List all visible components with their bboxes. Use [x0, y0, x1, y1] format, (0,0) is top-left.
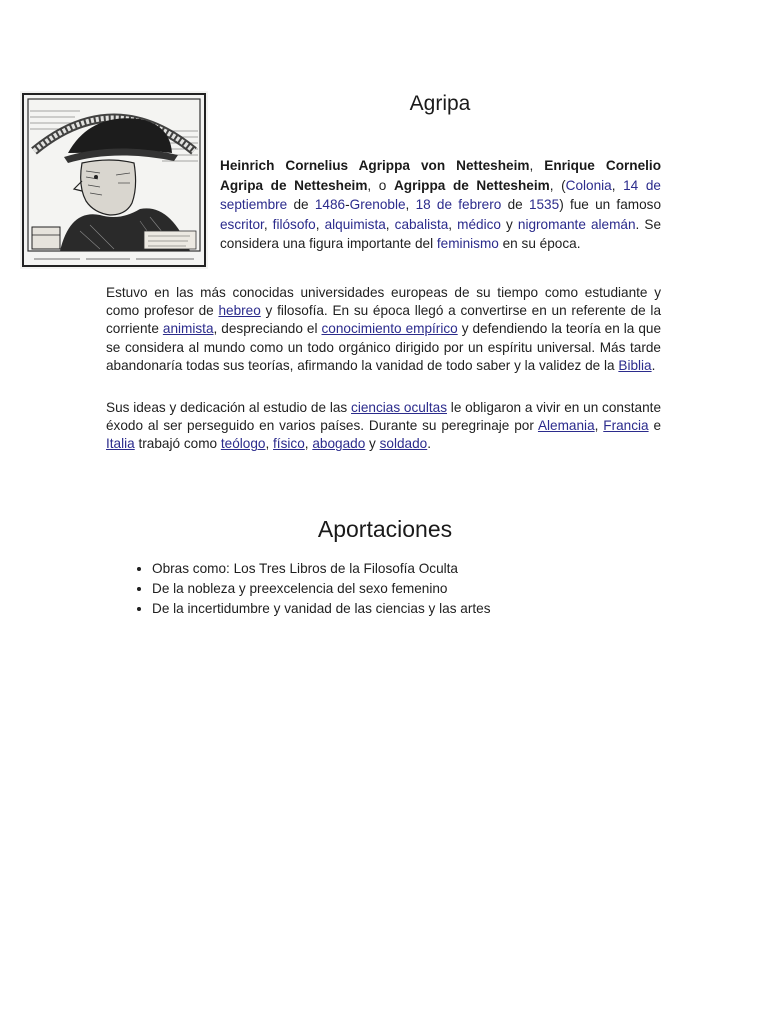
link-escritor[interactable]: escritor [220, 216, 264, 232]
text-sep: de [501, 197, 529, 212]
link-medico[interactable]: médico [457, 216, 501, 232]
link-biblia[interactable]: Biblia [618, 357, 652, 373]
name-bold-3: Agrippa de Nettesheim [393, 177, 550, 193]
text-sep: , [405, 197, 416, 212]
text-run: , [304, 436, 313, 452]
text-sep: , [263, 216, 273, 232]
text-sep: en su época. [498, 236, 581, 251]
list-item: • De la nobleza y preexcelencia del sexo femenino [152, 579, 672, 599]
text-run: le obligaron a vivir en un constante éxodo al ser perseguido en varios países. Durante su peregrinaje por [106, 400, 661, 434]
text-sep: , [611, 177, 624, 193]
link-francia[interactable]: Francia [603, 418, 649, 434]
text-sep: y [500, 216, 518, 232]
link-filosofo[interactable]: filósofo [272, 216, 316, 232]
text-run: , despreciando el [213, 321, 322, 337]
link-animista[interactable]: animista [162, 321, 214, 337]
contributions-list [130, 559, 672, 619]
paragraph-occult [106, 399, 661, 454]
name-bold-2: Enrique Cornelio Agripa de Nettesheim [220, 158, 662, 193]
link-death-year[interactable]: 1535 [528, 197, 560, 212]
link-nigromante[interactable]: nigromante alemán [517, 216, 636, 232]
text-sep: , o [367, 177, 394, 193]
link-italia[interactable]: Italia [106, 436, 135, 452]
link-teologo[interactable]: teólogo [220, 436, 266, 452]
text-run: . [427, 436, 432, 452]
link-feminismo[interactable]: feminismo [436, 236, 499, 251]
link-birth-date[interactable]: 14 de septiembre [220, 177, 661, 212]
text-run: y filosofía. En su época llegó a convertirse en un referente de la corriente [106, 303, 662, 337]
text-sep: , [448, 216, 458, 232]
text-sep: , [529, 158, 545, 173]
name-bold-1: Heinrich Cornelius Agrippa von Nettesheim [220, 158, 530, 173]
text-sep: de [287, 197, 315, 212]
text-sep: . Se considera una figura importante del [220, 216, 662, 251]
text-sep: , [385, 216, 395, 232]
text-sep: , [315, 216, 325, 232]
list-item: • De la incertidumbre y vanidad de las ciencias y las artes [152, 599, 672, 619]
page-title: Agripa [409, 92, 471, 115]
list-item: • Obras como: Los Tres Libros de la Filosofía Oculta [152, 559, 672, 579]
text-run: . [651, 357, 656, 373]
link-death-date[interactable]: 18 de febrero [415, 197, 502, 212]
link-alquimista[interactable]: alquimista [324, 216, 386, 232]
paragraph-universities [106, 284, 661, 375]
intro-paragraph [220, 156, 661, 254]
portrait-engraving [20, 91, 208, 269]
link-cabalista[interactable]: cabalista [394, 216, 449, 232]
agrippa-portrait-image [20, 91, 208, 269]
text-run: y defendiendo la teoría en la que se considera al mundo como un todo orgánico dirigido por un espíritu universal. Más tarde abandonaría todas sus teorías, afirmando la vanidad de todo saber y la validez de la [106, 321, 662, 373]
link-conocimiento-empirico[interactable]: conocimiento empírico [321, 321, 458, 337]
text-run: , [594, 418, 604, 434]
link-grenoble[interactable]: Grenoble [349, 197, 406, 212]
link-alemania[interactable]: Alemania [537, 418, 595, 434]
text-sep: - [345, 197, 350, 212]
link-fisico[interactable]: físico [273, 436, 305, 452]
link-colonia[interactable]: Colonia [565, 177, 612, 193]
text-run: e [648, 418, 662, 434]
text-run: trabajó como [134, 436, 221, 452]
link-birth-year[interactable]: 1486 [314, 197, 346, 212]
text-sep: , ( [549, 177, 566, 193]
link-soldado[interactable]: soldado [379, 436, 428, 452]
section-heading-aportaciones: Aportaciones [317, 516, 453, 542]
link-hebreo[interactable]: hebreo [218, 303, 261, 319]
text-run: y [365, 436, 380, 452]
text-sep: ) fue un famoso [559, 197, 661, 212]
text-run: Sus ideas y dedicación al estudio de las [106, 400, 352, 415]
text-run: Estuvo en las más conocidas universidades europeas de su tiempo como estudiante y como profesor de [106, 285, 661, 319]
link-ciencias-ocultas[interactable]: ciencias ocultas [351, 400, 447, 415]
text-run: , [265, 436, 274, 452]
link-abogado[interactable]: abogado [312, 436, 366, 452]
